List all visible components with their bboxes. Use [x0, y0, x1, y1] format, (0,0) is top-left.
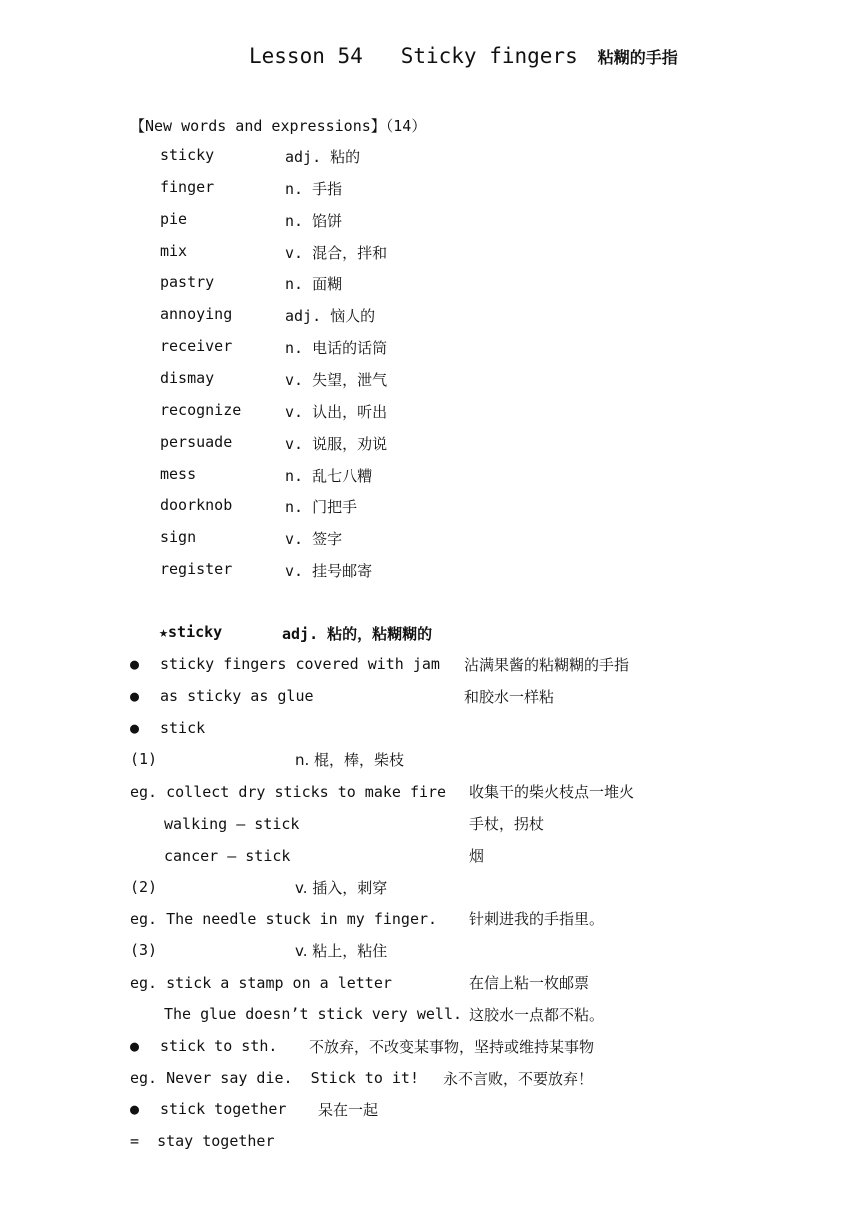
vocab-pos: n.	[285, 339, 304, 358]
title-chinese: 粘糊的手指	[597, 48, 678, 67]
vocab-word: pie	[160, 209, 188, 228]
vocab-word: mix	[160, 241, 188, 260]
page-title	[249, 44, 678, 68]
example-en: eg. Never say die. Stick to it!	[130, 1069, 419, 1087]
vocab-meaning: 说服，劝说	[312, 434, 388, 453]
vocab-meaning: 馅饼	[312, 211, 343, 230]
example-cn: 和胶水一样粘	[464, 688, 555, 706]
vocab-word: sticky	[160, 146, 215, 164]
vocab-definition	[285, 369, 387, 390]
vocab-pos: v.	[285, 243, 304, 262]
vocab-pos: v.	[285, 402, 304, 421]
example-en: cancer – stick	[164, 847, 291, 865]
example-cn: 这胶水一点都不粘。	[469, 1006, 605, 1024]
vocab-definition	[285, 210, 342, 231]
example-cn: 针刺进我的手指里。	[469, 910, 605, 928]
vocab-pos: v.	[285, 530, 304, 549]
vocab-word: dismay	[160, 368, 215, 387]
title-english: Lesson 54 Sticky fingers	[249, 44, 578, 68]
vocab-meaning: 认出，听出	[312, 402, 388, 421]
star-definition: adj. 粘的，粘糊糊的	[282, 625, 433, 643]
example-en: stick	[160, 719, 206, 737]
vocab-meaning: 手指	[312, 179, 343, 198]
sense-definition: v. 粘上，粘住	[295, 942, 388, 960]
vocab-meaning: 混合，拌和	[312, 243, 388, 262]
vocab-word: register	[160, 560, 233, 579]
vocab-definition	[285, 560, 372, 581]
vocab-definition	[285, 178, 342, 199]
vocab-definition	[285, 273, 342, 294]
vocab-pos: v.	[285, 370, 304, 389]
vocab-meaning: 电话的话筒	[312, 339, 388, 358]
vocab-definition	[285, 242, 387, 263]
vocab-meaning: 面糊	[312, 275, 343, 294]
example-cn: 不放弃，不改变某事物，坚持或维持某事物	[309, 1038, 595, 1056]
vocab-word: mess	[160, 464, 197, 483]
vocab-meaning: 签字	[312, 530, 343, 549]
example-en: eg. collect dry sticks to make fire	[130, 783, 447, 801]
vocab-word: pastry	[160, 273, 215, 292]
example-cn: 收集干的柴火枝点一堆火	[469, 783, 635, 801]
sense-number: (3)	[130, 941, 158, 959]
bullet-dot: ●	[130, 1037, 140, 1055]
example-en: The glue doesn’t stick very well.	[164, 1005, 463, 1023]
vocab-word: receiver	[160, 337, 233, 356]
example-cn: 永不言败，不要放弃！	[443, 1070, 594, 1088]
sense-number: (1)	[130, 750, 158, 768]
vocab-pos: adj.	[285, 307, 322, 326]
vocab-meaning: 挂号邮寄	[312, 562, 373, 581]
example-cn: 沾满果酱的粘糊糊的手指	[464, 656, 630, 674]
vocab-definition	[285, 337, 387, 358]
bullet-dot: ●	[130, 719, 140, 737]
example-en: stick to sth.	[160, 1037, 278, 1055]
vocab-pos: n.	[285, 179, 304, 198]
vocab-meaning: 门把手	[312, 498, 358, 517]
example-cn: 在信上粘一枚邮票	[469, 974, 590, 992]
example-en: eg. stick a stamp on a letter	[130, 974, 392, 992]
vocab-meaning: 乱七八糟	[312, 466, 373, 485]
example-cn: 呆在一起	[318, 1101, 379, 1119]
vocab-word: persuade	[160, 432, 233, 451]
vocab-word: sign	[160, 528, 197, 547]
example-en: eg. The needle stuck in my finger.	[130, 910, 438, 928]
vocab-pos: n.	[285, 498, 304, 517]
example-en: sticky fingers covered with jam	[160, 655, 440, 673]
bullet-dot: ●	[130, 1100, 140, 1118]
vocab-pos: n.	[285, 275, 304, 294]
vocab-meaning: 粘的	[330, 148, 361, 166]
vocab-pos: adj.	[285, 148, 322, 166]
vocab-definition	[285, 146, 360, 167]
vocab-definition	[285, 401, 387, 422]
star-word: ★sticky	[159, 623, 223, 641]
vocab-meaning: 失望，泄气	[312, 370, 388, 389]
sense-definition: v. 插入，刺穿	[295, 879, 388, 897]
vocab-pos: n.	[285, 211, 304, 230]
sense-number: (2)	[130, 878, 158, 896]
vocab-pos: v.	[285, 434, 304, 453]
example-cn: 手杖，拐杖	[469, 815, 545, 833]
example-cn: 烟	[469, 847, 485, 865]
vocab-word: doorknob	[160, 496, 233, 515]
vocab-definition	[285, 433, 387, 454]
vocab-definition	[285, 496, 357, 517]
vocab-definition	[285, 305, 375, 326]
example-en: walking – stick	[164, 815, 300, 833]
vocab-word: annoying	[160, 305, 233, 324]
example-en: stick together	[160, 1100, 287, 1118]
vocab-word: finger	[160, 177, 215, 196]
sense-definition: n. 棍，棒，柴枝	[295, 751, 405, 769]
vocab-definition	[285, 465, 372, 486]
bullet-dot: ●	[130, 655, 140, 673]
vocab-pos: v.	[285, 562, 304, 581]
bullet-dot: ●	[130, 687, 140, 705]
example-en: as sticky as glue	[160, 687, 314, 705]
vocab-meaning: 恼人的	[330, 307, 376, 326]
equivalent-line: = stay together	[130, 1132, 275, 1150]
vocab-word: recognize	[160, 400, 242, 419]
vocab-pos: n.	[285, 466, 304, 485]
vocab-definition	[285, 528, 342, 549]
vocab-header: 【New words and expressions】（14）	[130, 117, 427, 135]
